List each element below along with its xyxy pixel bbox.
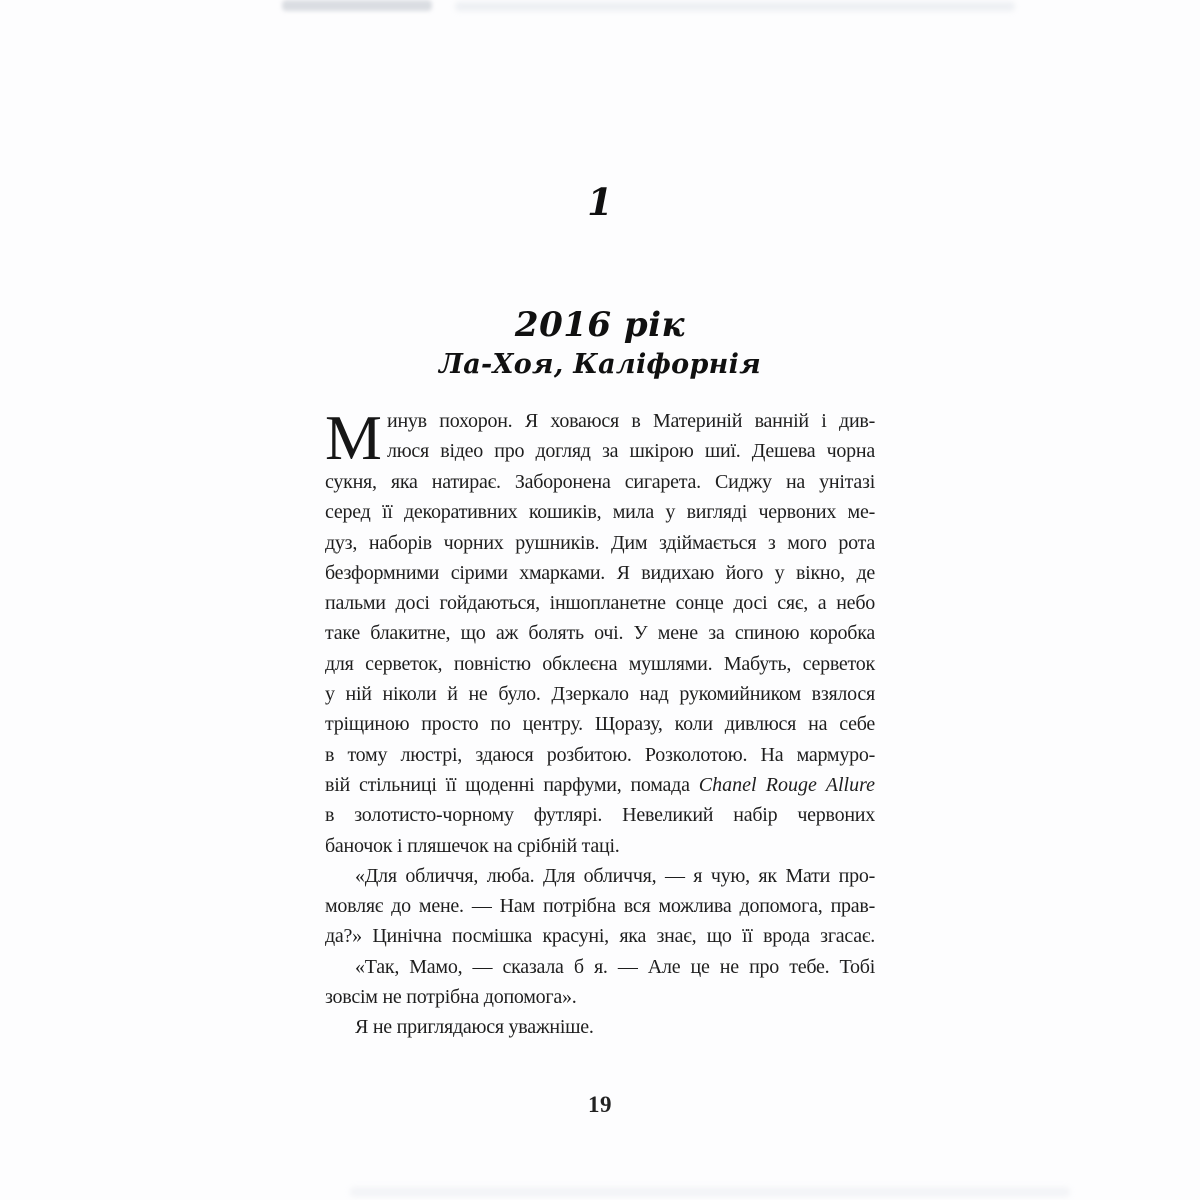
text-segment: вій стільниці її щоденні парфуми, помада: [325, 773, 699, 796]
scan-artifact-top-left: [282, 0, 432, 11]
text-line: дуз, наборів чорних рушників. Дим здіймається з мого рота: [325, 531, 875, 554]
text-line: серед її декоративних кошиків, мила у вигляді червоних ме-: [325, 501, 875, 524]
dropcap-row: [325, 402, 875, 473]
text-line: в тому люстрі, здаюся розбитою. Розколотою. На мармуро-: [325, 743, 875, 766]
text-line: сукня, яка натирає. Заборонена сигарета. Сиджу на унітазі: [325, 471, 875, 493]
body-text: [325, 402, 875, 1043]
text-line: баночок і пляшечок на срібній таці.: [325, 834, 620, 857]
text-line: тріщиною просто по центру. Щоразу, коли дивлюся на себе: [325, 713, 875, 736]
chapter-location-subheading: Ла-Хоя, Каліфорнія: [439, 349, 761, 380]
text-line: пальми досі гойдаються, іншопланетне сонце досі сяє, а небо: [325, 592, 875, 615]
text-line: мовляє до мене. — Нам потрібна вся можлива допомога, прав-: [325, 895, 875, 918]
scan-artifact-bottom: [350, 1187, 1070, 1197]
text-line: таке блакитне, що аж болять очі. У мене за спиною коробка: [325, 622, 875, 645]
text-line: «Для обличчя, люба. Для обличчя, — я чую, як Мати про-: [355, 864, 875, 887]
text-line: инув похорон. Я ховаюся в Материній ванній і див-: [387, 410, 875, 432]
scan-artifact-top-band: [455, 2, 1015, 11]
text-line: у ній ніколи й не було. Дзеркало над рукомийником взялося: [325, 683, 875, 706]
brand-name-italic: Chanel Rouge Allure: [698, 773, 875, 796]
text-line: люся відео про догляд за шкірою шиї. Дешева чорна: [387, 440, 875, 463]
page-number: 19: [588, 1092, 612, 1117]
text-line: в золотисто-чорному футлярі. Невеликий набір червоних: [325, 804, 875, 827]
chapter-number: 1: [587, 180, 613, 224]
text-line: да?» Цинічна посмішка красуні, яка знає, що її врода згасає.: [325, 925, 875, 948]
text-line: безформними сірими хмарками. Я видихаю його у вікно, де: [325, 561, 875, 584]
text-line: «Так, Мамо, — сказала б я. — Але це не про тебе. Тобі: [355, 955, 875, 978]
text-line: для серветок, повністю обклеєна мушлями. Мабуть, серветок: [325, 652, 875, 675]
text-line-with-brand: [325, 770, 875, 800]
text-line: зовсім не потрібна допомога».: [325, 986, 577, 1009]
dropcap-lines: [387, 406, 875, 467]
chapter-year-heading: 2016 рік: [514, 305, 686, 345]
drop-cap: М: [325, 402, 382, 473]
text-line: Я не приглядаюся уважніше.: [355, 1016, 594, 1039]
